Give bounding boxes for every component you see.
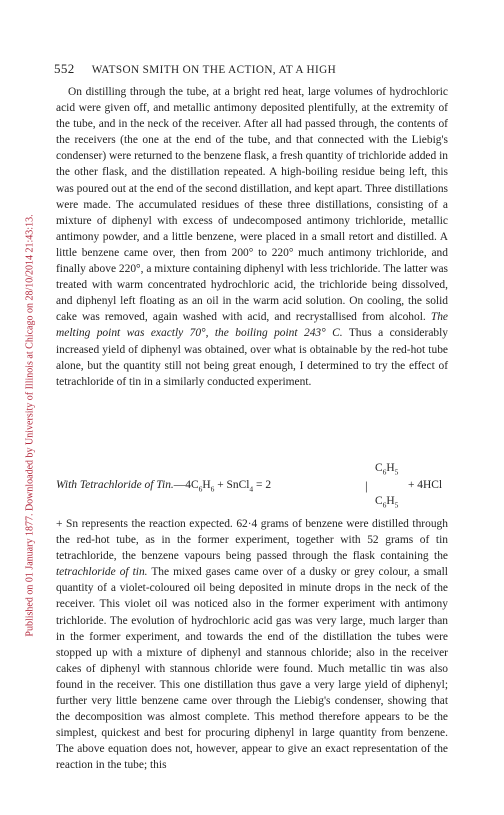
equation [54, 462, 448, 514]
equation-rhs: + 4HCl [408, 479, 443, 491]
continuation-text [56, 516, 448, 774]
paragraph-text: On distilling through the tube, at a bright red heat, large volumes of hydrochloric acid were given off, and metallic antimony deposited plentifully, at the extremity of the tube, and in the neck of the receiver. After all had passed through, the contents of the receivers (the one at the end of the tube, and that connected with the Liebig's condenser) were returned to the benzene flask, a fresh quantity of trichloride added in the other flask, and the distillation repeated. A high-boiling residue being left, this was poured out at the end of the second distillation, and kept apart. Three distillations were made. The accumulated residues of these three distillations, consisting of a mixture of diphenyl with excess of undecomposed antimony trichloride, metallic antimony powder, and a little benzene, were placed in a small retort and distilled. A little benzene came over, then from 200° to 220° much antimony trichloride, and finally above 220°, a mixture containing diphenyl with less trichloride. The latter was treated with warm concentrated hydrochloric acid, the trichloride being dissolved, and diphenyl left floating as an oil in the warm acid solution. On cooling, the solid cake was removed, again washed with acid, and recrystallised from alcohol. [56, 86, 448, 324]
paragraph-rest: The mixed gases came over of a dusky or grey colour, a small quantity of a violet-coloured oil being deposited in minute drops in the neck of the receiver. This violet oil was noticed also in the former experiment with antimony trichloride. The evolution of hydrochloric acid gas was very large, much larger than in the former experiment, and towards the end of the distillation the tubes were stopped up with a mixture of diphenyl and stannous chloride; also in the receiver cakes of diphenyl with stannous chloride were found. Much metallic tin was also found in the receiver. This one distillation thus gave a very large yield of diphenyl; further very little benzene came over through the Liebig's condenser, showing that the decomposition was almost complete. This method therefore appears to be the simplest, quickest and best for procuring diphenyl in large quantity from benzene. The above equation does not, however, appear to give an exact representation of the reaction in the tube; this [56, 566, 448, 772]
equation-top-formula: $C_6H_5$ [375, 462, 399, 477]
page-header [54, 61, 450, 77]
running-title: WATSON SMITH ON THE ACTION, AT A HIGH [91, 64, 337, 76]
page-number: 552 [54, 61, 75, 76]
body-text [56, 84, 448, 390]
equation-bond-bar: | [365, 478, 368, 493]
equation-main: With Tetrachloride of $Tin.—4C_6H_6$ + SnCl$_4$ = 2 [56, 479, 272, 494]
paragraph [56, 84, 448, 390]
paragraph-lead: + Sn represents the reaction expected. 62·4 grams of benzene were distilled through the red-hot tube, as in the former experiment, together with 52 grams of tin tetrachloride, the benzene vapours being passed through the flask containing the [56, 518, 448, 563]
paragraph-end: Thus a considerably increased yield of diphenyl was obtained, over what is obtainable by the red-hot tube alone, but the quantity still not being great enough, I determined to try the effect of tetrachloride of tin in a similarly conducted experiment. [56, 327, 449, 388]
italic-phrase: tetrachloride of tin. [56, 566, 148, 579]
paragraph [56, 516, 448, 774]
equation-label: With Tetrachloride of Tin. [56, 479, 174, 491]
equation-bottom-formula: $C_6H_5$ [375, 495, 399, 510]
publication-watermark: Published on 01 January 1877. Downloaded by University of Illinois at Chicago on 28/10/2014 21:43:13. [24, 214, 36, 637]
italic-sentence: The melting point was exactly 70°, the boiling point 243° C. [56, 311, 448, 340]
